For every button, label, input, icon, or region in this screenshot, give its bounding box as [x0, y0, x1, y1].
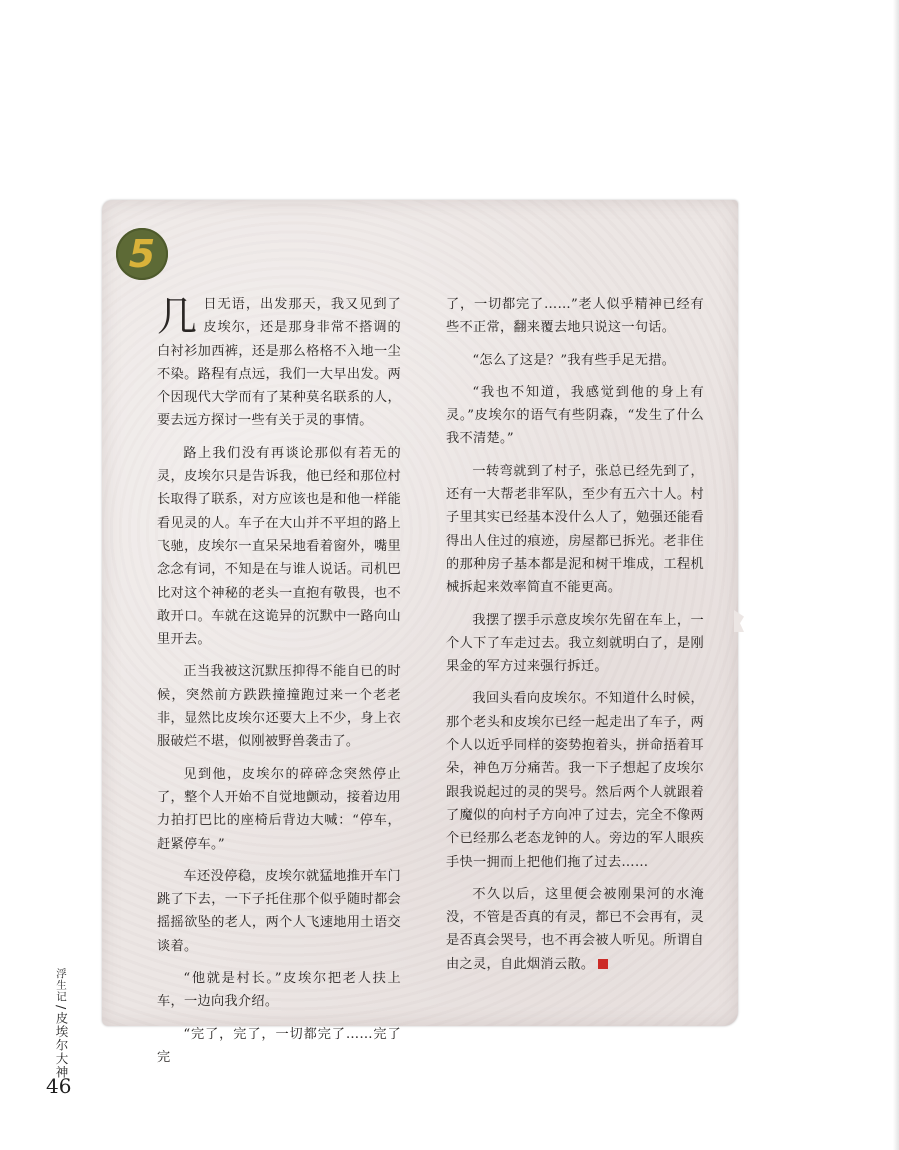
paper-tear-notch [734, 610, 744, 632]
paragraph: 我回头看向皮埃尔。不知道什么时候，那个老头和皮埃尔已经一起走出了车子，两个人以近乎同样的姿势抱着头，拼命捂着耳朵，神色万分痛苦。我一下子想起了皮埃尔跟我说起过的灵的哭号。然后两个人就跟着了魔似的向村子方向冲了过去，完全不像两个已经那么老态龙钟的人。旁边的军人眼疾手快一拥而上把他们拖了过去…… [446, 691, 704, 870]
paragraph: “我也不知道，我感觉到他的身上有灵。”皮埃尔的语气有些阴森，“发生了什么我不清楚。” [446, 384, 704, 447]
paragraph: 路上我们没有再谈论那似有若无的灵，皮埃尔只是告诉我，他已经和那位村长取得了联系，对方应该也是和他一样能看见灵的人。车子在大山并不平坦的路上飞驰，皮埃尔一直呆呆地看着窗外，嘴里念念有词，不知是在与谁人说话。司机巴比对这个神秘的老头一直抱有敬畏，也不敢开口。车就在这诡异的沉默中一路向山里开去。 [157, 445, 401, 648]
article-column-right [446, 293, 704, 985]
article-column-left [157, 293, 401, 1078]
end-of-article-mark [598, 959, 608, 969]
running-head-separator: / [54, 1004, 69, 1010]
paragraph: 我摆了摆手示意皮埃尔先留在车上，一个人下了车走过去。我立刻就明白了，是刚果金的军方过来强行拆迁。 [446, 612, 704, 675]
page-edge [893, 0, 899, 1150]
paragraph: 车还没停稳，皮埃尔就猛地推开车门跳了下去，一下子托住那个似乎随时都会摇摇欲坠的老人，两个人飞速地用土语交谈着。 [157, 868, 401, 954]
running-head-series: 浮生记 [55, 968, 67, 1003]
paragraph [157, 293, 401, 433]
paragraph-text: 不久以后，这里便会被刚果河的水淹没，不管是否真的有灵，都已不会再有，灵是否真会哭号，也不再会被人听见。所谓自由之灵，自此烟消云散。 [446, 886, 704, 972]
paragraph: 了，一切都完了……”老人似乎精神已经有些不正常，翻来覆去地只说这一句话。 [446, 297, 704, 336]
paragraph-text: 日无语，出发那天，我又见到了皮埃尔，还是那身非常不搭调的白衬衫加西裤，还是那么格格不入地一尘不染。路程有点远，我们一大早出发。两个因现代大学而有了某种莫名联系的人，要去远方探讨一些有关于灵的事情。 [157, 297, 401, 429]
page-number: 46 [46, 1074, 72, 1098]
section-number: 5 [128, 232, 156, 276]
running-head-title: 皮埃尔大神 [54, 1011, 69, 1080]
paragraph: 正当我被这沉默压抑得不能自已的时候，突然前方跌跌撞撞跑过来一个老老非，显然比皮埃尔还要大上不少，身上衣服破烂不堪，似刚被野兽袭击了。 [157, 664, 401, 750]
running-head [52, 968, 70, 1079]
paragraph: “他就是村长。”皮埃尔把老人扶上车，一边向我介绍。 [157, 971, 401, 1010]
paragraph: 一转弯就到了村子，张总已经先到了，还有一大帮老非军队，至少有五六十人。村子里其实已经基本没什么人了，勉强还能看得出人住过的痕迹，房屋都已拆光。老非住的那种房子基本都是泥和树干堆成，工程机械拆起来效率简直不能更高。 [446, 463, 704, 596]
paragraph: 见到他，皮埃尔的碎碎念突然停止了，整个人开始不自觉地颤动，接着边用力拍打巴比的座椅后背边大喊：“停车，赶紧停车。” [157, 766, 401, 852]
paragraph: “完了，完了，一切都完了……完了完 [157, 1026, 401, 1065]
paragraph [446, 883, 704, 976]
paragraph: “怎么了这是？”我有些手足无措。 [472, 352, 676, 368]
drop-cap: 几 [157, 294, 198, 340]
section-number-badge [116, 228, 168, 280]
